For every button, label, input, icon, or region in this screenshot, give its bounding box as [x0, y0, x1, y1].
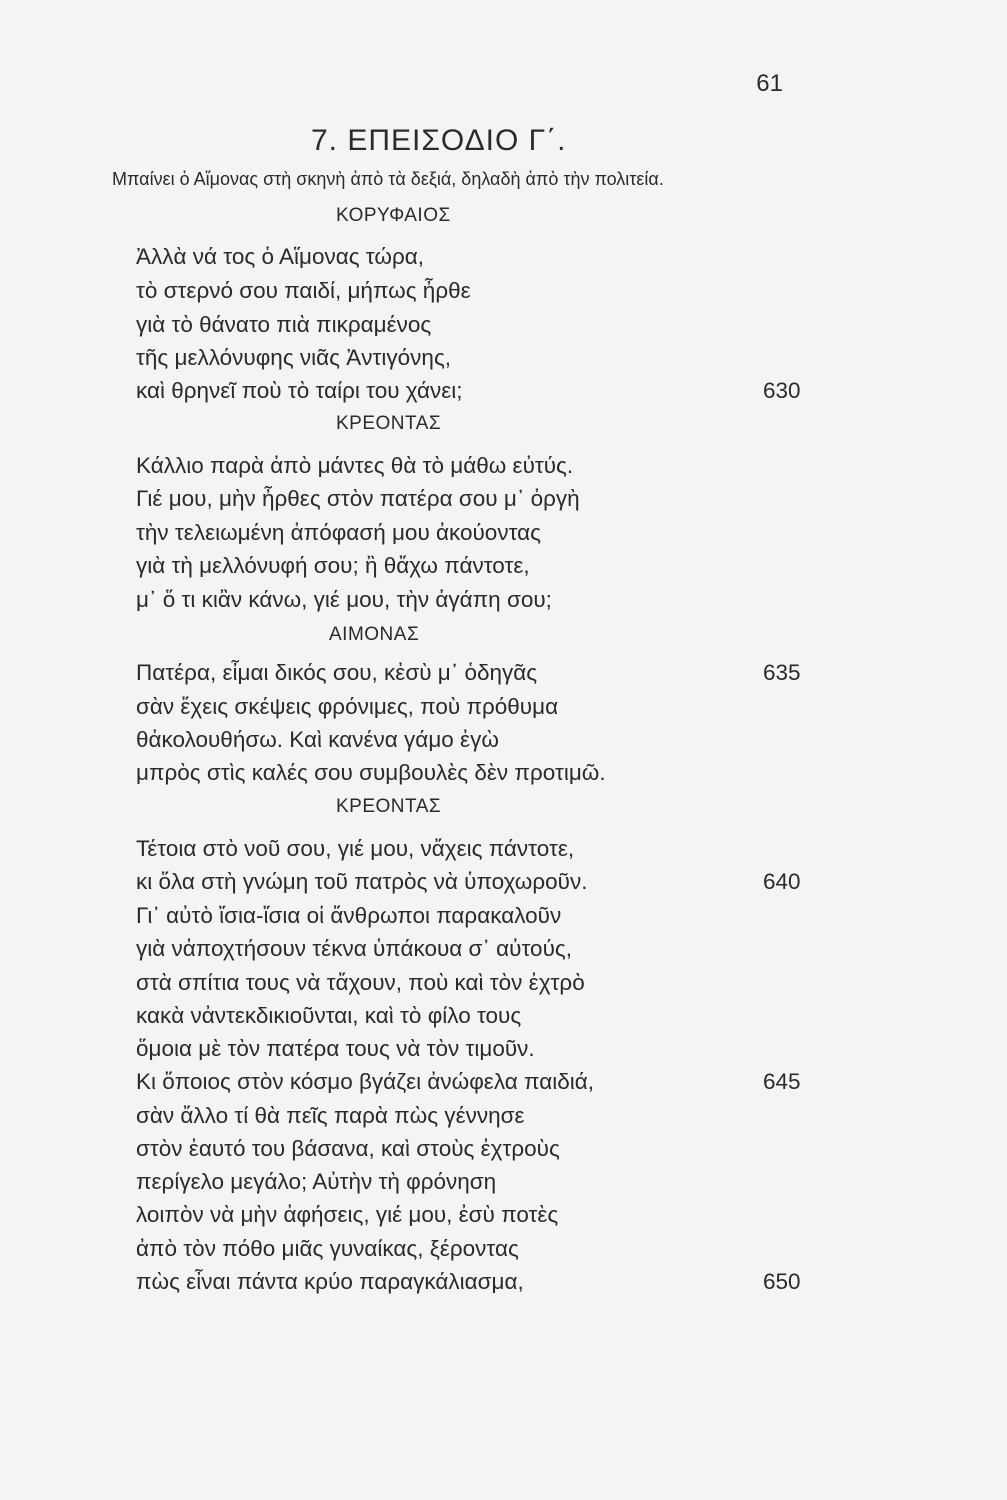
- verse-line: καὶ θρηνεῖ ποὺ τὸ ταίρι του χάνει;: [136, 378, 463, 403]
- verse-line: μ᾿ ὅ τι κιἂν κάνω, γιέ μου, τὴν ἀγάπη σου;: [136, 587, 552, 612]
- verse-line: κακὰ νἀντεκδικιοῦνται, καὶ τὸ φίλο τους: [136, 1003, 522, 1028]
- verse-line: ἀπὸ τὸν πόθο μιᾶς γυναίκας, ξέροντας: [136, 1236, 519, 1261]
- speaker-kreontas: ΚΡΕΟΝΤΑΣ: [336, 413, 442, 434]
- verse-line: Γιέ μου, μὴν ἦρθες στὸν πατέρα σου μ᾿ ὀργὴ: [136, 486, 580, 511]
- speaker-kreontas-2: ΚΡΕΟΝΤΑΣ: [336, 796, 442, 817]
- verse-line: γιὰ τὴ μελλόνυφή σου; ἢ θἄχω πάντοτε,: [136, 553, 530, 578]
- verse-line: σὰν ἄλλο τί θὰ πεῖς παρὰ πὼς γέννησε: [136, 1103, 525, 1128]
- verse-line: Τέτοια στὸ νοῦ σου, γιέ μου, νἄχεις πάντοτε,: [136, 836, 575, 861]
- line-number-645: 645: [763, 1069, 801, 1094]
- verse-line: Πατέρα, εἶμαι δικός σου, κἐσὺ μ᾿ ὁδηγᾶς: [136, 660, 538, 685]
- verse-line: Γι᾿ αὐτὸ ἴσια-ἴσια οἱ ἄνθρωποι παρακαλοῦν: [136, 903, 562, 928]
- verse-line: στὸν ἑαυτό του βάσανα, καὶ στοὺς ἐχτροὺς: [136, 1136, 560, 1161]
- verse-line: ὅμοια μὲ τὸν πατέρα τους νὰ τὸν τιμοῦν.: [136, 1036, 535, 1061]
- verse-line: πὼς εἶναι πάντα κρύο παραγκάλιασμα,: [136, 1269, 524, 1294]
- verse-line: Κι ὅποιος στὸν κόσμο βγάζει ἀνώφελα παιδιά,: [136, 1069, 594, 1094]
- verse-line: περίγελο μεγάλο; Αὐτὴν τὴ φρόνηση: [136, 1169, 497, 1194]
- verse-line: λοιπὸν νὰ μὴν ἀφήσεις, γιέ μου, ἐσὺ ποτὲς: [136, 1202, 559, 1227]
- speaker-koryfaios: ΚΟΡΥΦΑΙΟΣ: [336, 205, 451, 226]
- speaker-aimonas: ΑΙΜΟΝΑΣ: [329, 624, 420, 645]
- verse-line: στὰ σπίτια τους νὰ τἄχουν, ποὺ καὶ τὸν ἐχτρὸ: [136, 970, 585, 995]
- verse-line: θἀκολουθήσω. Καὶ κανένα γάμο ἐγὼ: [136, 727, 499, 752]
- verse-line: γιὰ νἀποχτήσουν τέκνα ὑπάκουα σ᾿ αὐτούς,: [136, 936, 572, 961]
- line-number-635: 635: [763, 660, 801, 685]
- stage-direction: Μπαίνει ὁ Αἵμονας στὴ σκηνὴ ἀπὸ τὰ δεξιά, δηλαδὴ ἀπὸ τὴν πολιτεία.: [112, 169, 664, 189]
- line-number-650: 650: [763, 1269, 801, 1294]
- verse-line: σὰν ἔχεις σκέψεις φρόνιμες, ποὺ πρόθυμα: [136, 694, 559, 719]
- verse-line: τῆς μελλόνυφης νιᾶς Ἀντιγόνης,: [136, 345, 452, 370]
- scene-title: 7. ΕΠΕΙΣΟΔΙΟ Γ΄.: [311, 124, 567, 157]
- page-number: 61: [756, 70, 783, 97]
- verse-line: τὸ στερνό σου παιδί, μήπως ἦρθε: [136, 278, 471, 303]
- verse-line: μπρὸς στὶς καλές σου συμβουλὲς δὲν προτιμῶ.: [136, 760, 606, 785]
- line-number-630: 630: [763, 378, 801, 403]
- line-number-640: 640: [763, 869, 801, 894]
- verse-line: Κάλλιο παρὰ ἀπὸ μάντες θὰ τὸ μάθω εὐτύς.: [136, 453, 574, 478]
- verse-line: Ἀλλὰ νά τος ὁ Αἵμονας τώρα,: [136, 244, 425, 269]
- verse-line: τὴν τελειωμένη ἀπόφασή μου ἀκούοντας: [136, 520, 541, 545]
- verse-line: γιὰ τὸ θάνατο πιὰ πικραμένος: [136, 312, 432, 337]
- verse-line: κι ὅλα στὴ γνώμη τοῦ πατρὸς νὰ ὑποχωροῦν.: [136, 869, 588, 894]
